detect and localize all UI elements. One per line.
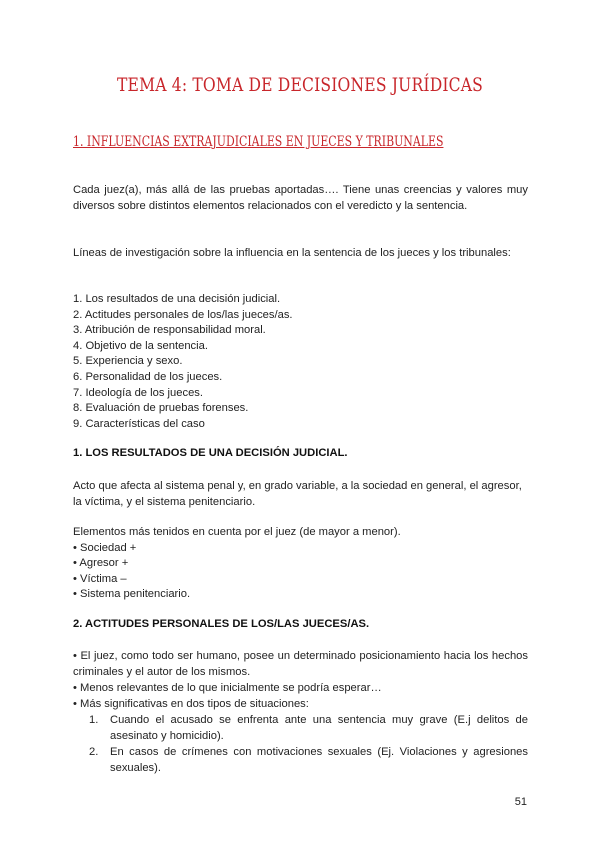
section-heading: 1. INFLUENCIAS EXTRAJUDICIALES EN JUECES Y TRIBUNALES bbox=[73, 134, 444, 150]
list-item: 9. Características del caso bbox=[73, 417, 205, 430]
intro-paragraph: Cada juez(a), más allá de las pruebas aportadas…. Tiene unas creencias y valores muy diversos sobre distintos elementos relacionados con el veredicto y la sentencia. bbox=[73, 184, 528, 212]
item-text: En casos de crímenes con motivaciones sexuales (Ej. Violaciones y agresiones sexuales). bbox=[110, 746, 528, 774]
list-item: 2. Actitudes personales de los/las jueces/as. bbox=[73, 308, 293, 321]
page-title: TEMA 4: TOMA DE DECISIONES JURÍDICAS bbox=[116, 74, 484, 96]
list-item bbox=[73, 712, 528, 744]
list-item: • Víctima – bbox=[73, 572, 127, 585]
page-number: 51 bbox=[514, 796, 527, 808]
subsection-1-elements bbox=[73, 525, 528, 603]
list-item: 3. Atribución de responsabilidad moral. bbox=[73, 324, 266, 337]
item-number: 1. bbox=[89, 714, 99, 726]
list-item: • Sociedad + bbox=[73, 541, 137, 554]
list-item: • Menos relevantes de lo que inicialmente se podría esperar… bbox=[73, 682, 382, 694]
subsection-1-paragraph: Acto que afecta al sistema penal y, en grado variable, a la sociedad en general, el agresor, la víctima, y el sistema penitenciario. bbox=[73, 480, 522, 508]
item-number: 2. bbox=[89, 746, 99, 758]
list-item: 8. Evaluación de pruebas forenses. bbox=[73, 402, 249, 415]
subsection-heading-2: 2. ACTITUDES PERSONALES DE LOS/LAS JUECES/AS. bbox=[73, 618, 370, 630]
research-lines-list bbox=[73, 292, 528, 432]
list-item: • El juez, como todo ser humano, posee un determinado posicionamiento hacia los hechos criminales y el autor de los mismos. bbox=[73, 650, 528, 678]
research-lines-intro: Líneas de investigación sobre la influencia en la sentencia de los jueces y los tribunales: bbox=[73, 247, 511, 259]
list-item: 7. Ideología de los jueces. bbox=[73, 386, 203, 399]
item-text: Cuando el acusado se enfrenta ante una sentencia muy grave (E.j delitos de asesinato y homicidio). bbox=[110, 714, 528, 742]
list-item: 6. Personalidad de los jueces. bbox=[73, 370, 223, 383]
subsection-heading-1: 1. LOS RESULTADOS DE UNA DECISIÓN JUDICIAL. bbox=[73, 447, 348, 459]
list-item bbox=[73, 744, 528, 776]
situations-list bbox=[73, 712, 528, 776]
list-item: • Agresor + bbox=[73, 557, 129, 570]
list-item: 5. Experiencia y sexo. bbox=[73, 355, 183, 368]
list-item: 1. Los resultados de una decisión judicial. bbox=[73, 293, 281, 305]
list-intro: Elementos más tenidos en cuenta por el juez (de mayor a menor). bbox=[73, 526, 401, 538]
list-item: • Sistema penitenciario. bbox=[73, 588, 191, 601]
list-item: 4. Objetivo de la sentencia. bbox=[73, 339, 208, 352]
subsection-2-bullets bbox=[73, 648, 528, 776]
list-item: • Más significativas en dos tipos de situaciones: bbox=[73, 698, 309, 710]
